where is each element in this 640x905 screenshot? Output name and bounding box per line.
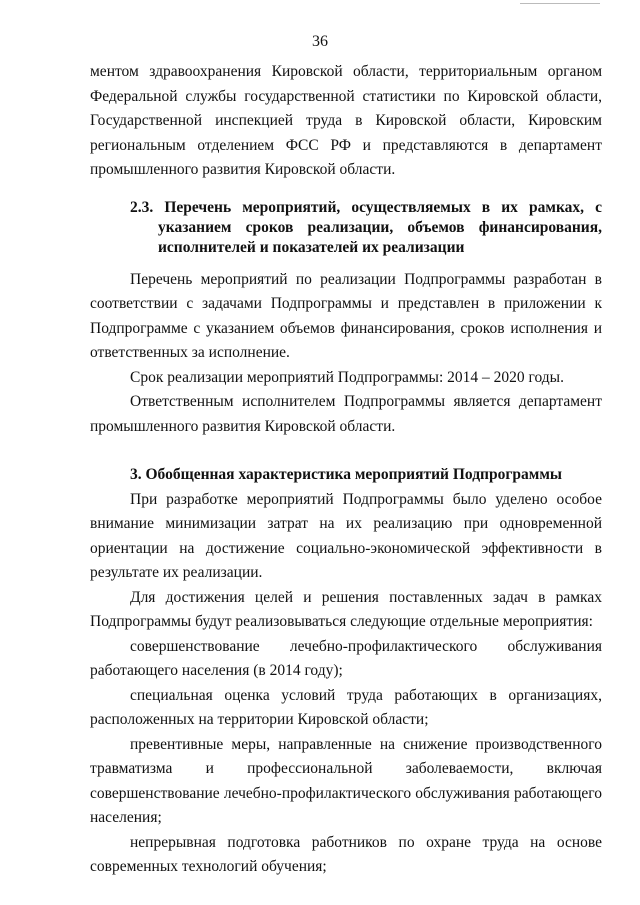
list-item: непрерывная подготовка работников по охране труда на основе современных технологий обучения; <box>90 833 602 875</box>
paragraph: Для достижения целей и решения поставленных задач в рамках Подпрограммы будут реализовываться следующие отдельные мероприятия: <box>90 588 602 630</box>
page-number: 36 <box>312 33 328 50</box>
paragraph: Срок реализации мероприятий Подпрограммы: 2014 – 2020 годы. <box>130 368 564 386</box>
paragraph: Перечень мероприятий по реализации Подпрограммы разработан в соответствии с задачами Подпрограммы и представлен в приложении к Подпрограмме с указанием объемов финансирования, сроков исполнения и ответственных за исполнение. <box>90 270 602 361</box>
document-body <box>90 60 602 880</box>
list-item: превентивные меры, направленные на снижение производственного травматизма и профессиональной заболеваемости, включая совершенствование лечебно-профилактического обслуживания работающего населения; <box>90 735 602 826</box>
section-heading-2-3: 2.3. Перечень мероприятий, осуществляемых в их рамках, с указанием сроков реализации, объемов финансирования, исполнителей и показателей их реализации <box>130 198 602 256</box>
list-item: специальная оценка условий труда работающих в организациях, расположенных на территории Кировской области; <box>90 686 602 728</box>
section-heading-3: 3. Обобщенная характеристика мероприятий Подпрограммы <box>130 466 562 483</box>
paragraph: Ответственным исполнителем Подпрограммы является департамент промышленного развития Кировской области. <box>90 393 602 435</box>
paragraph: При разработке мероприятий Подпрограммы было уделено особое внимание минимизации затрат на их реализацию при одновременной ориентации на достижение социально-экономической эффективности в результате их реализации. <box>90 490 602 581</box>
list-item: совершенствование лечебно-профилактического обслуживания работающего населения (в 2014 году); <box>90 637 602 679</box>
paragraph: ментом здравоохранения Кировской области, территориальным органом Федеральной службы государственной статистики по Кировской области, Государственной инспекцией труда в Кировской области, Кировским региональным отделением ФСС РФ и представляются в департамент промышленного развития Кировской области. <box>90 63 602 178</box>
